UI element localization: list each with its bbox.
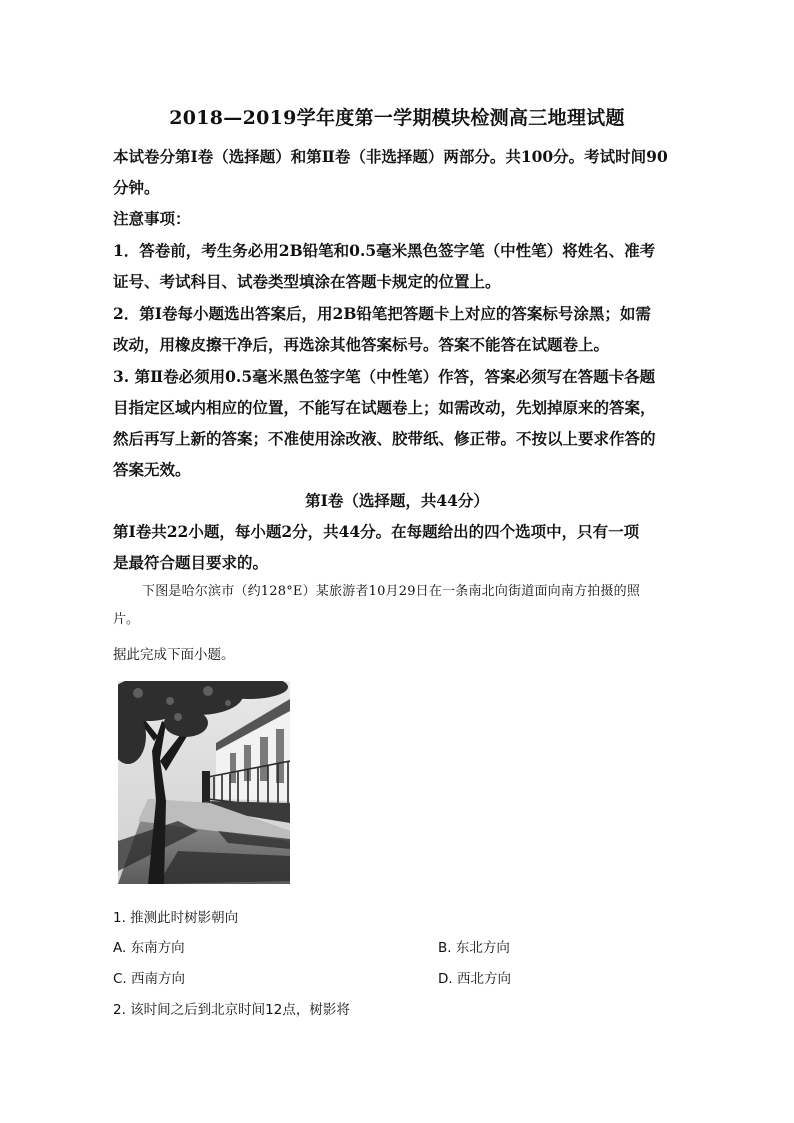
notice-2-line-2: 改动，用橡皮擦干净后，再选涂其他答案标号。答案不能答在试题卷上。 [113,335,610,354]
intro-line-2: 分钟。 [113,178,160,197]
intro-line-1: 本试卷分第Ⅰ卷（选择题）和第Ⅱ卷（非选择题）两部分。共100分。考试时间90 [113,147,668,166]
notice-3-line-1: 3. 第Ⅱ卷必须用0.5毫米黑色签字笔（中性笔）作答，答案必须写在答题卡各题 [113,367,656,386]
question-2-stem: 2. 该时间之后到北京时间12点，树影将 [113,1002,350,1018]
notice-2-line-1: 2．第Ⅰ卷每小题选出答案后，用2B铅笔把答题卡上对应的答案标号涂黑；如需 [113,304,651,323]
instruction-text: 据此完成下面小题。 [113,647,235,663]
material-line-1: 下图是哈尔滨市（约128°E）某旅游者10月29日在一条南北向街道面向南方拍摄的照 [142,584,641,599]
notice-1-line-1: 1．答卷前，考生务必用2B铅笔和0.5毫米黑色签字笔（中性笔）将姓名、准考 [113,241,656,260]
question-1-option-b: B. 东北方向 [438,940,510,956]
section-desc-line-1: 第Ⅰ卷共22小题，每小题2分，共44分。在每题给出的四个选项中，只有一项 [113,522,640,541]
question-1-option-d: D. 西北方向 [438,971,511,987]
question-1-stem: 1. 推测此时树影朝向 [113,910,239,926]
notice-heading: 注意事项： [113,209,191,228]
notice-3-line-4: 答案无效。 [113,460,191,479]
street-photo [118,681,290,884]
question-1-option-a: A. 东南方向 [113,940,185,956]
section-title: 第Ⅰ卷（选择题，共44分） [305,491,489,510]
notice-3-line-3: 然后再写上新的答案；不准使用涂改液、胶带纸、修正带。不按以上要求作答的 [113,429,656,448]
material-line-2: 片。 [113,612,140,627]
notice-3-line-2: 目指定区域内相应的位置，不能写在试题卷上；如需改动，先划掉原来的答案， [113,398,656,417]
section-desc-line-2: 是最符合题目要求的。 [113,553,269,572]
question-1-option-c: C. 西南方向 [113,971,186,987]
notice-1-line-2: 证号、考试科目、试卷类型填涂在答题卡规定的位置上。 [113,272,501,291]
exam-title: 2018—2019学年度第一学期模块检测高三地理试题 [169,107,625,129]
